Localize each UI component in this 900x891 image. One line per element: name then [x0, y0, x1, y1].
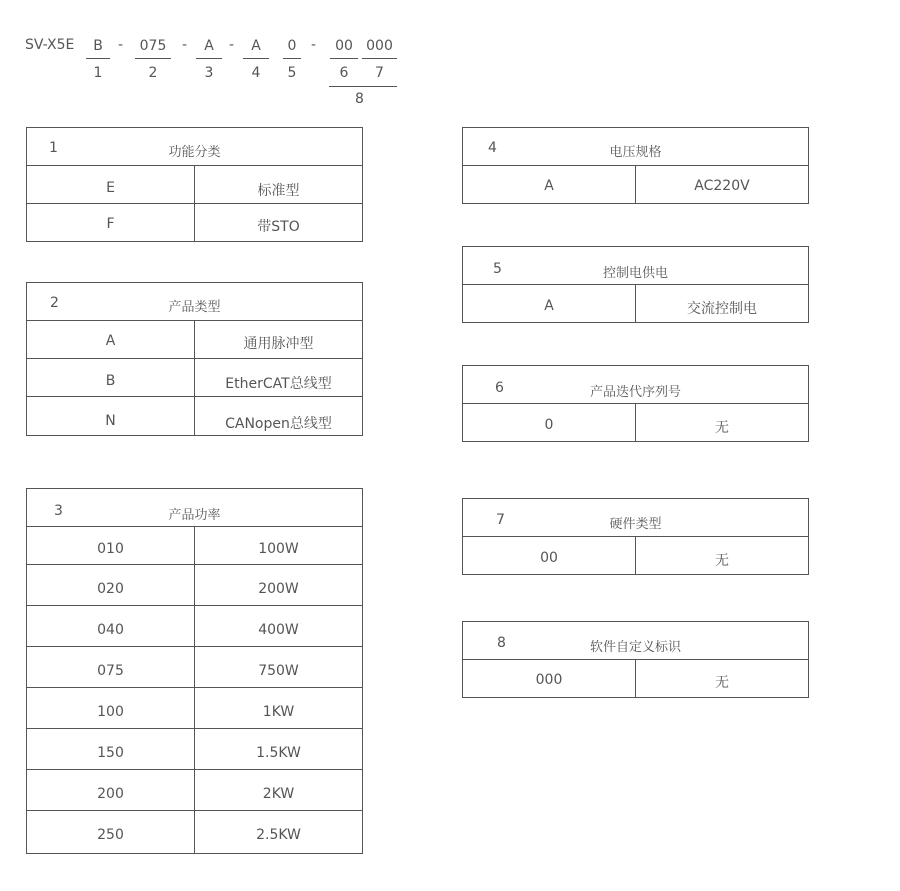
table-index: 1	[49, 140, 58, 156]
desc-cell: 750W	[258, 663, 299, 679]
segment-underline	[283, 58, 301, 59]
segment-6	[330, 36, 358, 81]
table-product-type	[26, 282, 363, 436]
table-index: 8	[497, 635, 506, 651]
table-index: 4	[488, 140, 497, 156]
table-index: 2	[50, 295, 59, 311]
separator-dash: -	[229, 37, 235, 53]
table-row	[27, 729, 362, 770]
segment-number: 4	[251, 65, 261, 81]
desc-cell: 1KW	[262, 704, 295, 720]
segment-underline	[86, 58, 110, 59]
table-function-class	[26, 127, 363, 242]
segment-code: A	[204, 38, 214, 54]
desc-cell: 100W	[258, 541, 299, 557]
segment-underline	[196, 58, 222, 59]
table-index: 5	[493, 261, 502, 277]
segment-number: 1	[93, 65, 103, 81]
segment-2	[135, 36, 171, 81]
code-cell: 250	[27, 811, 195, 853]
code-cell: E	[27, 166, 195, 203]
segment-underline	[330, 58, 358, 59]
segment-code: 000	[366, 38, 393, 54]
table-row	[27, 321, 362, 359]
table-row	[27, 688, 362, 729]
segment-code: 0	[287, 38, 297, 54]
segment-underline	[362, 58, 397, 59]
table-row	[27, 606, 362, 647]
table-title: 电压规格	[609, 145, 662, 160]
segment-number: 6	[339, 65, 349, 81]
code-cell: A	[27, 321, 195, 358]
segment-number: 3	[204, 65, 214, 81]
segment-code: 00	[335, 38, 353, 54]
table-row	[27, 527, 362, 565]
table-row	[463, 537, 808, 574]
desc-cell: 2KW	[262, 786, 295, 802]
segment-code: B	[93, 38, 103, 54]
desc-cell: 通用脉冲型	[243, 336, 314, 352]
table-title: 软件自定义标识	[589, 640, 681, 655]
model-code	[0, 0, 420, 115]
table-row	[27, 359, 362, 397]
table-control-power	[462, 246, 809, 323]
table-title: 产品迭代序列号	[589, 385, 681, 400]
desc-cell: 2.5KW	[256, 827, 301, 843]
code-cell: 075	[27, 647, 195, 687]
table-row	[27, 166, 362, 204]
desc-cell: CANopen总线型	[225, 416, 332, 432]
segment-underline	[135, 58, 171, 59]
code-cell: 00	[463, 537, 636, 574]
segment-3	[196, 36, 222, 81]
table-voltage-spec	[462, 127, 809, 204]
table-row	[27, 565, 362, 606]
segment-code: 075	[139, 38, 167, 54]
table-header	[463, 499, 808, 537]
table-row	[463, 166, 808, 203]
table-index: 3	[54, 503, 63, 519]
separator-dash: -	[311, 37, 317, 53]
table-iteration-serial	[462, 365, 809, 442]
separator-dash: -	[118, 37, 124, 53]
table-header	[27, 489, 362, 527]
segment-number: 7	[375, 65, 384, 81]
table-header	[27, 283, 362, 321]
desc-cell: 标准型	[257, 183, 300, 199]
code-cell: A	[463, 285, 636, 322]
code-cell: 0	[463, 404, 636, 441]
model-prefix: SV-X5E	[25, 37, 75, 53]
desc-cell: 200W	[258, 581, 299, 597]
desc-cell: AC220V	[694, 178, 750, 194]
table-row	[27, 397, 362, 435]
table-title: 产品类型	[168, 300, 221, 315]
separator-dash: -	[182, 37, 188, 53]
table-header	[463, 247, 808, 285]
table-header	[463, 128, 808, 166]
table-title: 控制电供电	[602, 266, 668, 281]
group-number: 8	[355, 91, 364, 107]
desc-cell: 带STO	[257, 219, 300, 235]
table-header	[463, 622, 808, 660]
desc-cell: 无	[715, 420, 729, 436]
table-row	[27, 204, 362, 241]
code-cell: B	[27, 359, 195, 396]
table-title: 功能分类	[168, 145, 221, 160]
code-cell: 100	[27, 688, 195, 728]
segment-5	[283, 36, 301, 81]
code-cell: 150	[27, 729, 195, 769]
table-header	[27, 128, 362, 166]
desc-cell: 400W	[258, 622, 299, 638]
table-row	[27, 770, 362, 811]
table-row	[27, 647, 362, 688]
code-cell: F	[27, 204, 195, 241]
desc-cell: 无	[715, 553, 729, 569]
segment-number: 5	[287, 65, 297, 81]
code-cell: 020	[27, 565, 195, 605]
table-title: 产品功率	[168, 508, 221, 523]
segment-4	[243, 36, 269, 81]
code-cell: 010	[27, 527, 195, 564]
table-product-power	[26, 488, 363, 854]
segment-number: 2	[148, 65, 158, 81]
code-cell: 040	[27, 606, 195, 646]
code-cell: N	[27, 397, 195, 435]
segment-code: A	[251, 38, 261, 54]
table-hardware-type	[462, 498, 809, 575]
segment-underline	[243, 58, 269, 59]
table-row	[463, 404, 808, 441]
segment-1	[86, 36, 110, 81]
table-row	[27, 811, 362, 853]
table-title: 硬件类型	[609, 517, 662, 532]
code-cell: 000	[463, 660, 636, 697]
table-index: 6	[495, 380, 504, 396]
table-index: 7	[496, 512, 505, 528]
table-row	[463, 285, 808, 322]
table-row	[463, 660, 808, 697]
table-header	[463, 366, 808, 404]
segment-7	[362, 36, 397, 81]
code-cell: 200	[27, 770, 195, 810]
code-cell: A	[463, 166, 636, 203]
desc-cell: 交流控制电	[687, 301, 757, 317]
desc-cell: 无	[715, 675, 729, 691]
desc-cell: 1.5KW	[256, 745, 301, 761]
group-underline	[329, 86, 397, 87]
desc-cell: EtherCAT总线型	[225, 376, 332, 392]
table-software-id	[462, 621, 809, 698]
